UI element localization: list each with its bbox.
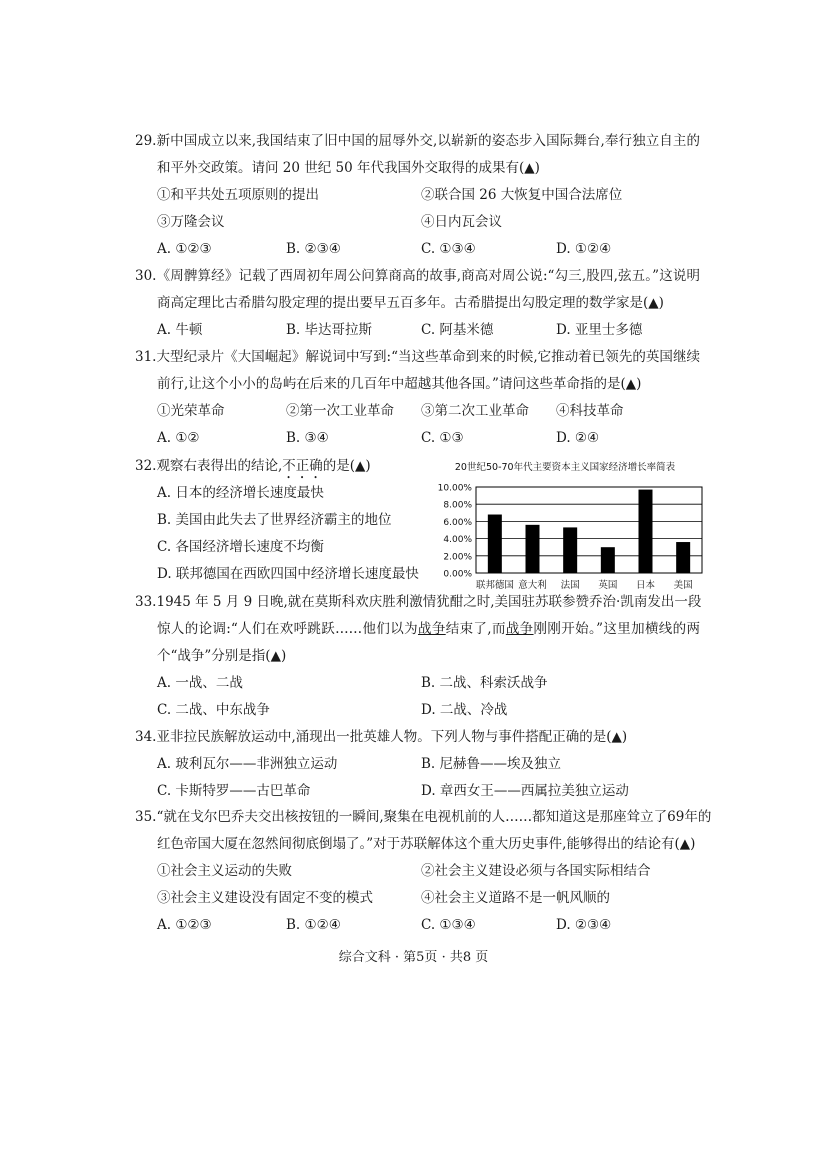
x-tick-label: 日本 xyxy=(635,580,656,591)
stem-text: “就在戈尔巴乔夫交出核按钮的一瞬间,聚集在电视机前的人……都知道这是那座耸立了69年的 xyxy=(156,809,712,825)
question-number: 34. xyxy=(135,729,157,745)
x-tick-label: 意大利 xyxy=(518,580,547,591)
answer-option[interactable]: C. ①③④ xyxy=(421,916,476,933)
page-footer: 综合文科 · 第5页 · 共8 页 xyxy=(338,950,489,965)
question-stem-line xyxy=(135,593,700,611)
stem-text: 刚刚开始。”这里加横线的两 xyxy=(533,620,701,637)
answer-option[interactable]: B. ③④ xyxy=(286,429,329,446)
statement-item: ③第二次工业革命 xyxy=(421,402,529,419)
stem-text: 红色帝国大厦在忽然间彻底倒塌了。”对于苏联解体这个重大历史事件,能够得出的结论有(▲) xyxy=(157,835,696,852)
bar-1 xyxy=(526,525,540,573)
answer-option[interactable]: A. 日本的经济增长速度最快 xyxy=(157,484,324,501)
stem-text: 观察右表得出的结论, xyxy=(156,458,283,474)
question-stem-line xyxy=(157,835,695,853)
answer-option[interactable]: D. 亚里士多德 xyxy=(556,321,643,338)
answer-option[interactable]: B. 毕达哥拉斯 xyxy=(286,321,373,338)
x-tick-label: 法国 xyxy=(560,580,580,591)
question-stem-line xyxy=(135,348,700,366)
statement-item: ④社会主义道路不是一帆风顺的 xyxy=(421,889,610,906)
answer-option[interactable]: C. ①③ xyxy=(421,429,464,446)
question-stem-line xyxy=(135,132,700,150)
answer-option[interactable]: B. 美国由此失去了世界经济霸主的地位 xyxy=(157,511,392,528)
question-number: 30. xyxy=(135,268,157,284)
question-number: 35. xyxy=(135,809,157,825)
answer-option[interactable]: D. ②④ xyxy=(556,429,600,446)
bar-2 xyxy=(563,527,577,573)
bar-4 xyxy=(639,490,653,573)
x-tick-label: 英国 xyxy=(598,580,618,591)
answer-option[interactable]: B. ①②④ xyxy=(286,916,341,933)
underlined-text: 战争 xyxy=(505,620,534,637)
answer-option[interactable]: C. 各国经济增长速度不均衡 xyxy=(157,538,324,555)
question-stem-line xyxy=(157,647,286,665)
y-tick-label: 0.00% xyxy=(443,569,472,580)
answer-option[interactable]: D. ②③④ xyxy=(556,916,612,933)
statement-item: ①社会主义运动的失败 xyxy=(157,862,292,879)
bar-0 xyxy=(488,515,502,573)
question-stem-line xyxy=(157,159,540,177)
plot-area xyxy=(476,487,702,573)
answer-option[interactable]: C. ①③④ xyxy=(421,240,476,257)
stem-text: 《周髀算经》记载了西周初年周公问算商高的故事,商高对周公说:“勾三,股四,弦五。”这说明 xyxy=(156,268,700,284)
statement-item: ④日内瓦会议 xyxy=(421,213,502,230)
chart-title: 20世纪50-70年代主要资本主义国家经济增长率简表 xyxy=(454,462,676,473)
stem-text: 的是(▲) xyxy=(322,458,371,474)
y-tick-label: 8.00% xyxy=(443,500,472,511)
question-stem-line xyxy=(135,808,712,826)
stem-text: 新中国成立以来,我国结束了旧中国的屈辱外交,以崭新的姿态步入国际舞台,奉行独立自主的 xyxy=(156,133,700,149)
answer-option[interactable]: B. 尼赫鲁——埃及独立 xyxy=(421,755,562,772)
stem-text: 1945 年 5 月 9 日晚,就在莫斯科欢庆胜利激情犹酣之时,美国驻苏联参赞乔治·凯南发出一段 xyxy=(156,594,702,610)
stem-text: 大型纪录片《大国崛起》解说词中写到:“当这些革命到来的时候,它推动着已领先的英国继续 xyxy=(156,349,700,365)
answer-option[interactable]: C. 二战、中东战争 xyxy=(157,701,270,718)
statement-item: ②第一次工业革命 xyxy=(286,402,394,419)
question-number: 29. xyxy=(135,133,157,149)
stem-text: 商高定理比古希腊勾股定理的提出要早五百多年。古希腊提出勾股定理的数学家是(▲) xyxy=(157,294,664,311)
answer-option[interactable]: D. 联邦德国在西欧四国中经济增长速度最快 xyxy=(157,565,419,582)
question-stem-line xyxy=(135,728,627,746)
question-stem-line xyxy=(135,267,700,285)
statement-item: ④科技革命 xyxy=(556,402,624,419)
statement-item: ②联合国 26 大恢复中国合法席位 xyxy=(421,186,623,203)
x-tick-label: 联邦德国 xyxy=(475,580,514,591)
growth-rate-chart xyxy=(420,455,710,595)
stem-text: 前行,让这个小小的岛屿在后来的几百年中超越其他各国。”请问这些革命指的是(▲) xyxy=(157,375,642,392)
answer-option[interactable]: B. ②③④ xyxy=(286,240,341,257)
question-number: 33. xyxy=(135,594,157,610)
x-tick-label: 美国 xyxy=(673,580,693,591)
statement-item: ③社会主义建设没有固定不变的模式 xyxy=(157,889,373,906)
statement-item: ③万隆会议 xyxy=(157,213,225,230)
question-stem-line xyxy=(157,294,664,312)
question-number: 31. xyxy=(135,349,157,365)
y-tick-label: 4.00% xyxy=(443,535,472,546)
answer-option[interactable]: C. 阿基米德 xyxy=(421,321,494,338)
answer-option[interactable]: A. ①②③ xyxy=(157,240,212,257)
question-stem-line xyxy=(157,620,700,638)
emphasized-text: 不正确 xyxy=(282,458,323,474)
statement-item: ①光荣革命 xyxy=(157,402,225,419)
question-stem-line xyxy=(135,457,371,482)
statement-item: ①和平共处五项原则的提出 xyxy=(157,186,319,203)
answer-option[interactable]: C. 卡斯特罗——古巴革命 xyxy=(157,782,311,799)
bar-3 xyxy=(601,547,615,573)
answer-option[interactable]: A. 玻利瓦尔——非洲独立运动 xyxy=(157,755,338,772)
stem-text: 个“战争”分别是指(▲) xyxy=(157,647,287,664)
statement-item: ②社会主义建设必须与各国实际相结合 xyxy=(421,862,651,879)
answer-option[interactable]: A. ①②③ xyxy=(157,916,212,933)
answer-option[interactable]: D. 二战、冷战 xyxy=(421,701,508,718)
question-stem-line xyxy=(157,375,641,393)
answer-option[interactable]: A. 一战、二战 xyxy=(157,674,243,691)
y-tick-label: 10.00% xyxy=(437,483,472,494)
bar-5 xyxy=(676,542,690,573)
stem-text: 和平外交政策。请问 20 世纪 50 年代我国外交取得的成果有(▲) xyxy=(157,159,540,176)
stem-text: 惊人的论调:“人们在欢呼跳跃……他们以为 xyxy=(157,620,418,637)
question-number: 32. xyxy=(135,458,157,474)
y-tick-label: 2.00% xyxy=(443,552,472,563)
answer-option[interactable]: D. ①②④ xyxy=(556,240,612,257)
underlined-text: 战争 xyxy=(417,620,446,637)
answer-option[interactable]: B. 二战、科索沃战争 xyxy=(421,674,548,691)
stem-text: 亚非拉民族解放运动中,涌现出一批英雄人物。下列人物与事件搭配正确的是(▲) xyxy=(156,729,628,745)
stem-text: 结束了,而 xyxy=(445,620,506,637)
y-tick-label: 6.00% xyxy=(443,517,472,528)
answer-option[interactable]: D. 章西女王——西属拉美独立运动 xyxy=(421,782,629,799)
answer-option[interactable]: A. ①② xyxy=(157,429,200,446)
answer-option[interactable]: A. 牛顿 xyxy=(157,321,203,338)
